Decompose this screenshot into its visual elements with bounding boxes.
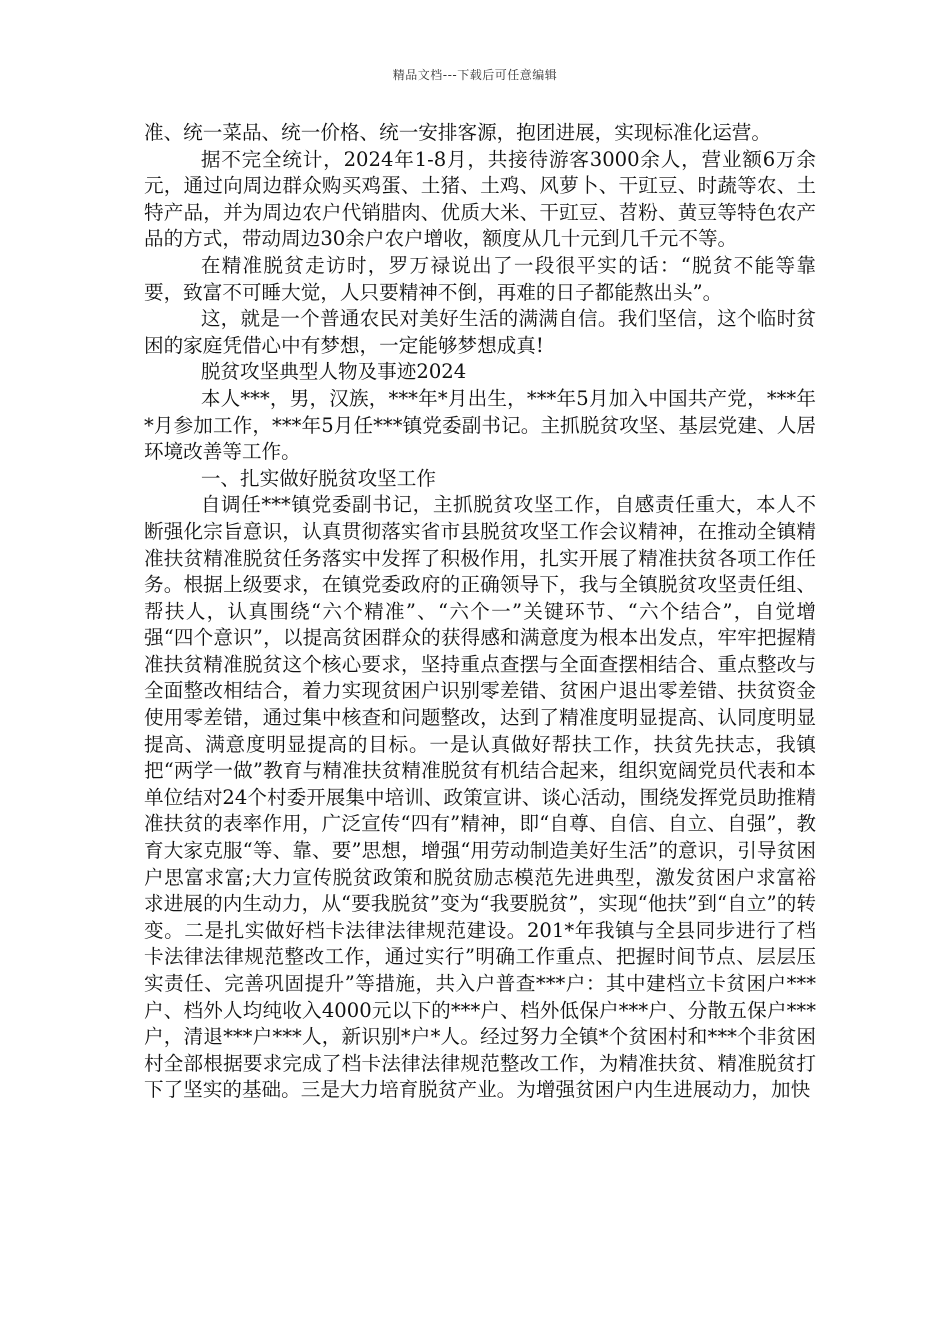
paragraph: 本人***，男，汉族，***年*月出生，***年5月加入中国共产党，***年*月参加工作，***年5月任***镇党委副书记。主抓脱贫攻坚、基层党建、人居环境改善等工作。: [144, 386, 816, 464]
page-header: 精品文档---下载后可任意编辑: [392, 68, 558, 82]
paragraph: 在精准脱贫走访时，罗万禄说出了一段很平实的话：“脱贫不能等靠要，致富不可睡大觉，人只要精神不倒，再难的日子都能熬出头”。: [144, 253, 816, 304]
paragraph: 自调任***镇党委副书记，主抓脱贫攻坚工作，自感责任重大，本人不断强化宗旨意识，认真贯彻落实省市县脱贫攻坚工作会议精神，在推动全镇精准扶贫精准脱贫任务落实中发挥了积极作用，扎实开展了精准扶贫各项工作任务。根据上级要求，在镇党委政府的正确领导下，我与全镇脱贫攻坚责任组、帮扶人，认真围绕“六个精准”、“六个一”关键环节、“六个结合”，自觉增强“四个意识”，以提高贫困群众的获得感和满意度为根本出发点，牢牢把握精准扶贫精准脱贫这个核心要求，坚持重点查摆与全面查摆相结合、重点整改与全面整改相结合，着力实现贫困户识别零差错、贫困户退出零差错、扶贫资金使用零差错，通过集中核查和问题整改，达到了精准度明显提高、认同度明显提高、满意度明显提高的目标。一是认真做好帮扶工作，扶贫先扶志，我镇把“两学一做”教育与精准扶贫精准脱贫有机结合起来，组织宽阔党员代表和本单位结对24个村委开展集中培训、政策宣讲、谈心活动，围绕发挥党员助推精准扶贫的表率作用，广泛宣传“四有”精神，即“自尊、自信、自立、自强”，教育大家克服“等、靠、要”思想，增强“用劳动制造美好生活”的意识，引导贫困户思富求富;大力宣传脱贫政策和脱贫励志模范先进典型，激发贫困户求富裕求进展的内生动力，从“要我脱贫”变为“我要脱贫”，实现“他扶”到“自立”的转变。二是扎实做好档卡法律法律规范建设。201*年我镇与全县同步进行了档卡法律法律规范整改工作，通过实行”明确工作重点、把握时间节点、层层压实责任、完善巩固提升”等措施，共入户普查***户：其中建档立卡贫困户***户、档外人均纯收入4000元以下的***户、档外低保户***户、分散五保户***户，清退***户***人，新识别*户*人。经过努力全镇*个贫困村和***个非贫困村全部根据要求完成了档卡法律法律规范整改工作，为精准扶贫、精准脱贫打下了坚实的基础。三是大力培育脱贫产业。为增强贫困户内生进展动力，加快: [144, 493, 816, 1102]
section-title: 脱贫攻坚典型人物及事迹2024: [200, 360, 467, 384]
paragraph: 这，就是一个普通农民对美好生活的满满自信。我们坚信，这个临时贫困的家庭凭借心中有梦想，一定能够梦想成真!: [144, 307, 816, 357]
paragraph: 准、统一菜品、统一价格、统一安排客源，抱团进展，实现标准化运营。: [144, 121, 771, 144]
paragraph: 据不完全统计，2024年1-8月，共接待游客3000余人，营业额6万余元，通过向周边群众购买鸡蛋、土猪、土鸡、风萝卜、干豇豆、时蔬等农、土特产品，并为周边农户代销腊肉、优质大米、干豇豆、苕粉、黄豆等特色农产品的方式，带动周边30余户农户增收，额度从几十元到几千元不等。: [144, 147, 816, 251]
section-heading: 一、扎实做好脱贫攻坚工作: [200, 466, 436, 490]
document-body: [144, 120, 816, 1104]
